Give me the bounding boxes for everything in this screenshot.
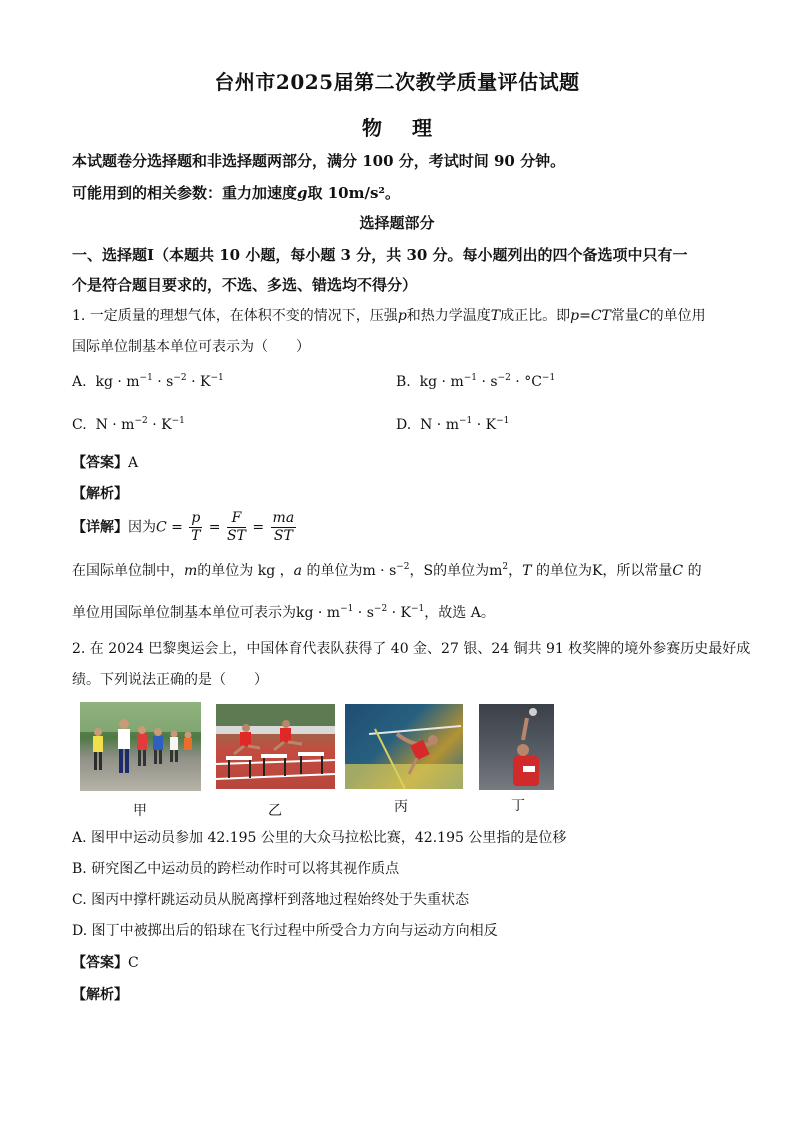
shot-put-illustration: [479, 704, 554, 790]
caption-bing: 丙: [394, 799, 408, 815]
q1-explanation-line-2: 单位用国际单位制基本单位可表示为kg · $m^{-1} \cdot s^{-2} \cdot K^{-1}$，故选 A。: [72, 604, 495, 621]
subject-title: 物理: [362, 116, 462, 140]
intro-line-2: 可能用到的相关参数：重力加速度g取 10m/s²。: [72, 184, 400, 202]
caption-ding: 丁: [511, 798, 525, 814]
fraction-p-over-t: $\frac{p}{T}$: [191, 510, 201, 544]
caption-jia: 甲: [133, 803, 147, 819]
exam-title: 台州市2025届第二次教学质量评估试题: [214, 70, 580, 94]
q1-explanation-line-1: 在国际单位制中，m的单位为 kg ，a 的单位为$m \cdot s^{-2}$，S的单位为$m^2$，T 的单位为K，所以常量C 的: [72, 562, 702, 579]
q1-answer: 【答案】A: [72, 455, 139, 471]
intro-line-1: 本试题卷分选择题和非选择题两部分，满分 100 分，考试时间 90 分钟。: [72, 152, 566, 170]
fraction-ma-over-st: $\frac{ma}{ST}$: [272, 510, 295, 544]
q1-stem-line-2: 国际单位制基本单位可表示为（ ）: [72, 339, 310, 355]
pole-vault-photo: [345, 704, 463, 789]
q1-analysis-tag: 【解析】: [72, 486, 128, 502]
q2-answer: 【答案】C: [72, 955, 139, 971]
q1-stem-line-1: 1. 一定质量的理想气体，在体积不变的情况下，压强p和热力学温度T成正比。即p=CT常量C的单位用: [72, 308, 706, 324]
q2-option-c[interactable]: C. 图丙中撑杆跳运动员从脱离撑杆到落地过程始终处于失重状态: [72, 892, 470, 908]
q1-option-c[interactable]: C. $N \cdot m^{-2} \cdot K^{-1}$: [72, 416, 185, 433]
q2-option-a[interactable]: A. 图甲中运动员参加 42.195 公里的大众马拉松比赛，42.195 公里指的是位移: [72, 830, 567, 846]
q2-option-d[interactable]: D. 图丁中被掷出后的铅球在飞行过程中所受合力方向与运动方向相反: [72, 923, 498, 939]
caption-yi: 乙: [268, 803, 282, 819]
q2-stem-line-2: 绩。下列说法正确的是（ ）: [72, 672, 268, 688]
pole-vault-illustration: [345, 704, 463, 789]
hurdles-illustration: [216, 704, 335, 789]
section-title: 选择题部分: [359, 214, 435, 232]
marathon-photo: [80, 702, 201, 791]
q1-option-a[interactable]: A. kg · $m^{-1} \cdot s^{-2} \cdot K^{-1}$: [72, 373, 224, 390]
section-heading-line-2: 个是符合题目要求的，不选、多选、错选均不得分）: [72, 276, 418, 294]
q2-analysis-tag: 【解析】: [72, 987, 128, 1003]
fraction-f-over-st: $\frac{F}{ST}$: [226, 510, 246, 544]
q2-option-b[interactable]: B. 研究图乙中运动员的跨栏动作时可以将其视作质点: [72, 861, 400, 877]
hurdles-photo: [216, 704, 335, 789]
q1-option-b[interactable]: B. kg · $m^{-1} \cdot s^{-2} \cdot ^\circ C^{-1}$: [396, 373, 556, 390]
marathon-illustration: [80, 702, 201, 791]
q2-stem-line-1: 2. 在 2024 巴黎奥运会上，中国体育代表队获得了 40 金、27 银、24 铜共 91 枚奖牌的境外参赛历史最好成: [72, 641, 751, 657]
shot-put-photo: [479, 704, 554, 790]
section-heading-line-1: 一、选择题Ⅰ（本题共 10 小题，每小题 3 分，共 30 分。每小题列出的四个备选项中只有一: [72, 246, 688, 264]
q1-detail-equation: 【详解】因为C = $\frac{p}{T}$ = $\frac{F}{ST}$ = $\frac{ma}{ST}$: [72, 510, 295, 544]
q1-option-d[interactable]: D. $N \cdot m^{-1} \cdot K^{-1}$: [396, 416, 510, 433]
